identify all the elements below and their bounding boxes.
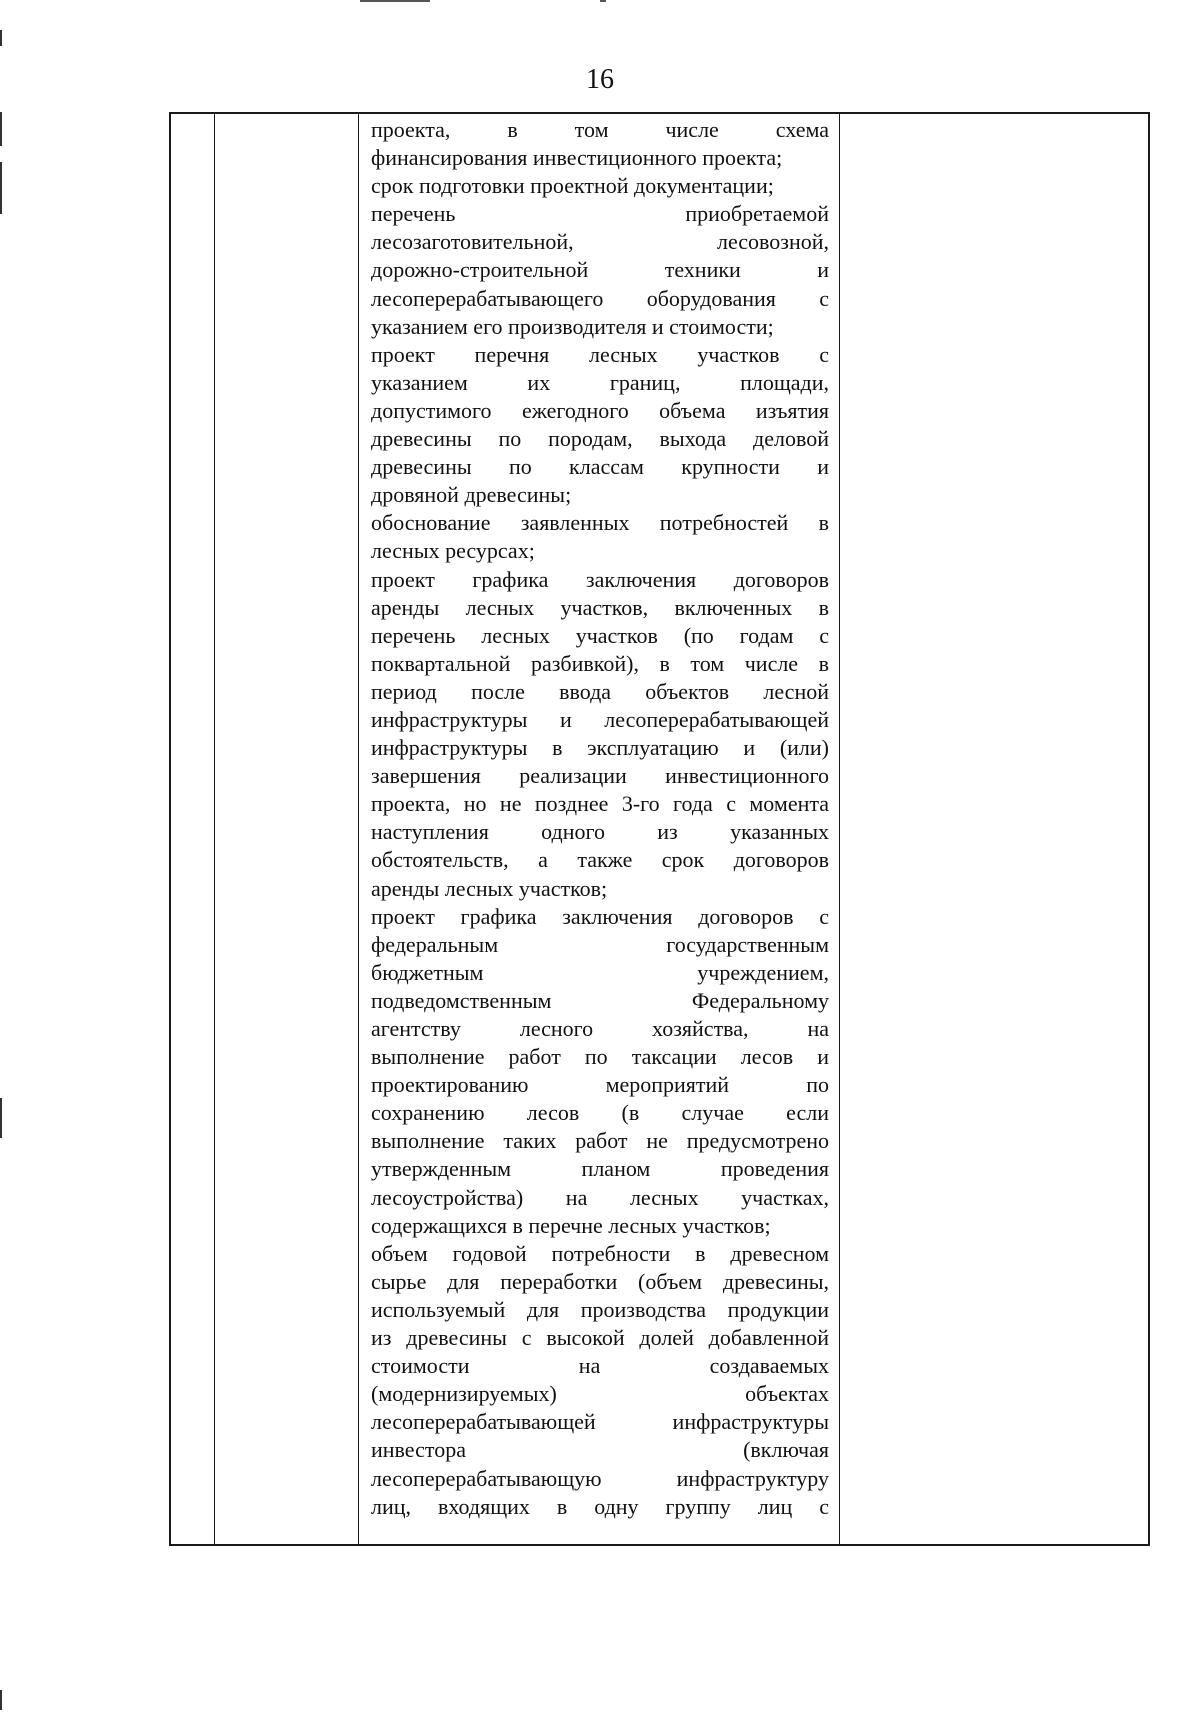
- text-line: дровяной древесины;: [371, 482, 572, 508]
- text-line: аренды лесных участков;: [371, 875, 608, 901]
- text-line: объем годовой потребности в древесном: [371, 1240, 829, 1266]
- document-table: [169, 112, 1150, 1546]
- column-divider-1: [214, 114, 215, 1544]
- table-cell-text: [371, 116, 829, 1521]
- binding-mark-upper: [0, 112, 2, 146]
- text-line: проект перечня лесных участков с: [371, 341, 829, 367]
- text-line: лесозаготовительной, лесовозной,: [371, 229, 829, 255]
- text-line: инфраструктуры и лесоперерабатывающей: [371, 706, 829, 732]
- text-line: (модернизируемых) объектах: [371, 1381, 829, 1407]
- text-line: обоснование заявленных потребностей в: [371, 510, 829, 536]
- text-line: поквартальной разбивкой), в том числе в: [371, 650, 829, 676]
- text-line: перечень лесных участков (по годам с: [371, 622, 829, 648]
- text-line: наступления одного из указанных: [371, 819, 829, 845]
- text-line: перечень приобретаемой: [371, 201, 829, 227]
- scan-artifact-top-right: [600, 0, 606, 2]
- text-line: лиц, входящих в одну группу лиц с: [371, 1493, 829, 1519]
- text-line: лесоперерабатывающего оборудования с: [371, 285, 829, 311]
- text-line: агентству лесного хозяйства, на: [371, 1016, 829, 1041]
- text-line: финансирования инвестиционного проекта;: [371, 145, 783, 171]
- text-line: аренды лесных участков, включенных в: [371, 594, 829, 620]
- text-line: обстоятельств, а также срок договоров: [371, 847, 829, 873]
- text-line: стоимости на создаваемых: [371, 1353, 829, 1379]
- text-line: сохранению лесов (в случае если: [371, 1100, 829, 1126]
- text-line: завершения реализации инвестиционного: [371, 763, 829, 789]
- text-line: бюджетным учреждением,: [371, 959, 829, 985]
- binding-mark-middle: [0, 162, 2, 214]
- text-line: лесных ресурсах;: [371, 538, 535, 564]
- text-line: инвестора (включая: [371, 1437, 829, 1463]
- page-number: 16: [586, 64, 614, 95]
- text-line: подведомственным Федеральному: [371, 987, 829, 1013]
- text-line: проект графика заключения договоров: [371, 566, 829, 592]
- text-line: проект графика заключения договоров с: [371, 903, 829, 929]
- text-line: лесоустройства) на лесных участках,: [371, 1184, 829, 1210]
- text-line: срок подготовки проектной документации;: [371, 173, 774, 199]
- text-line: федеральным государственным: [371, 931, 829, 957]
- text-line: период после ввода объектов лесной: [371, 678, 829, 704]
- binding-mark-bottom: [0, 1690, 2, 1710]
- text-line: проекта, но не позднее 3-го года с момента: [371, 791, 829, 817]
- text-line: используемый для производства продукции: [371, 1296, 829, 1322]
- text-line: допустимого ежегодного объема изъятия: [371, 397, 829, 423]
- text-line: дорожно-строительной техники и: [371, 257, 829, 283]
- text-line: инфраструктуры в эксплуатацию и (или): [371, 735, 829, 761]
- text-line: выполнение работ по таксации лесов и: [371, 1044, 829, 1070]
- text-line: проектированию мероприятий по: [371, 1072, 829, 1098]
- text-line: указанием его производителя и стоимости;: [371, 313, 774, 339]
- text-line: утвержденным планом проведения: [371, 1156, 829, 1182]
- text-line: древесины по классам крупности и: [371, 454, 829, 480]
- text-line: сырье для переработки (объем древесины,: [371, 1268, 829, 1294]
- column-divider-2: [358, 114, 359, 1544]
- binding-mark-top: [0, 30, 2, 46]
- text-line: древесины по породам, выхода деловой: [371, 426, 829, 452]
- binding-mark-lower: [0, 1098, 2, 1138]
- text-line: из древесины с высокой долей добавленной: [371, 1325, 829, 1351]
- text-line: содержащихся в перечне лесных участков;: [371, 1212, 771, 1238]
- text-line: проекта, в том числе схема: [371, 117, 829, 142]
- text-line: выполнение таких работ не предусмотрено: [371, 1128, 829, 1154]
- scan-artifact-top: [360, 0, 430, 2]
- text-line: лесоперерабатывающей инфраструктуры: [371, 1409, 829, 1435]
- text-line: указанием их границ, площади,: [371, 369, 829, 395]
- column-divider-3: [839, 114, 840, 1544]
- text-line: лесоперерабатывающую инфраструктуру: [371, 1465, 829, 1491]
